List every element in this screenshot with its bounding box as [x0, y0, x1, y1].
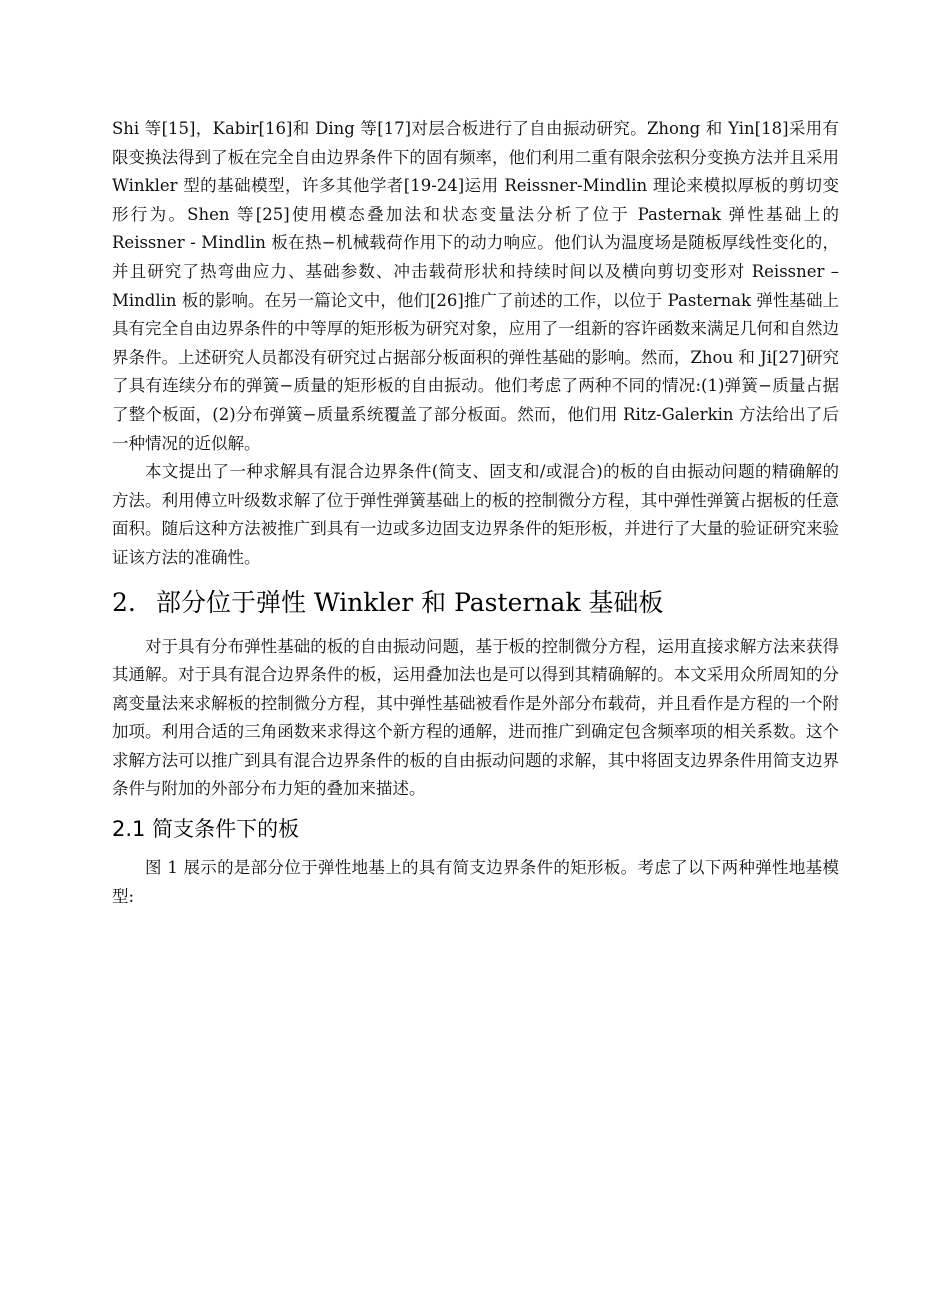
subsection-heading-2-1: 2.1 简支条件下的板	[112, 817, 300, 842]
paragraph-literature-review: Shi 等[15]，Kabir[16]和 Ding 等[17]对层合板进行了自由振动研究。Zhong 和 Yin[18]采用有限变换法得到了板在完全自由边界条件下的固有频率，他们利用二重有限余弦积分变换方法并且采用 Winkler 型的基础模型，许多其他学者[19-24]运用 Reissner-Mindlin 理论来模拟厚板的剪切变形行为。Shen 等[25]使用模态叠加法和状态变量法分析了位于 Pasternak 弹性基础上的 Reissner - Mindlin 板在热−机械载荷作用下的动力响应。他们认为温度场是随板厚线性变化的，并且研究了热弯曲应力、基础参数、冲击载荷形状和持续时间以及横向剪切变形对 Reissner – Mindlin 板的影响。在另一篇论文中，他们[26]推广了前述的工作，以位于 Pasternak 弹性基础上具有完全自由边界条件的中等厚的矩形板为研究对象，应用了一组新的容许函数来满足几何和自然边界条件。上述研究人员都没有研究过占据部分板面积的弹性基础的影响。然而，Zhou 和 Ji[27]研究了具有连续分布的弹簧−质量的矩形板的自由振动。他们考虑了两种不同的情况:(1)弹簧−质量占据了整个板面，(2)分布弹簧−质量系统覆盖了部分板面。然而，他们用 Ritz-Galerkin 方法给出了后一种情况的近似解。	[112, 119, 839, 453]
section-title: 部分位于弹性 Winkler 和 Pasternak 基础板	[156, 587, 664, 617]
section-number: 2.	[112, 587, 136, 617]
section-heading-2	[112, 585, 839, 621]
paragraph-solution-approach: 对于具有分布弹性基础的板的自由振动问题，基于板的控制微分方程，运用直接求解方法来获得其通解。对于具有混合边界条件的板，运用叠加法也是可以得到其精确解的。本文采用众所周知的分离变量法来求解板的控制微分方程，其中弹性基础被看作是外部分布载荷，并且看作是方程的一个附加项。利用合适的三角函数来求得这个新方程的通解，进而推广到确定包含频率项的相关系数。这个求解方法可以推广到具有混合边界条件的板的自由振动问题的求解，其中将固支边界条件用简支边界条件与附加的外部分布力矩的叠加来描述。	[112, 636, 839, 799]
paragraph-figure-intro: 图 1 展示的是部分位于弹性地基上的具有简支边界条件的矩形板。考虑了以下两种弹性地基模型:	[112, 858, 839, 906]
paragraph-method-summary: 本文提出了一种求解具有混合边界条件(简支、固支和/或混合)的板的自由振动问题的精确解的方法。利用傅立叶级数求解了位于弹性弹簧基础上的板的控制微分方程，其中弹性弹簧占据板的任意面积。随后这种方法被推广到具有一边或多边固支边界条件的矩形板，并进行了大量的验证研究来验证该方法的准确性。	[112, 462, 839, 567]
page-content	[112, 115, 839, 911]
